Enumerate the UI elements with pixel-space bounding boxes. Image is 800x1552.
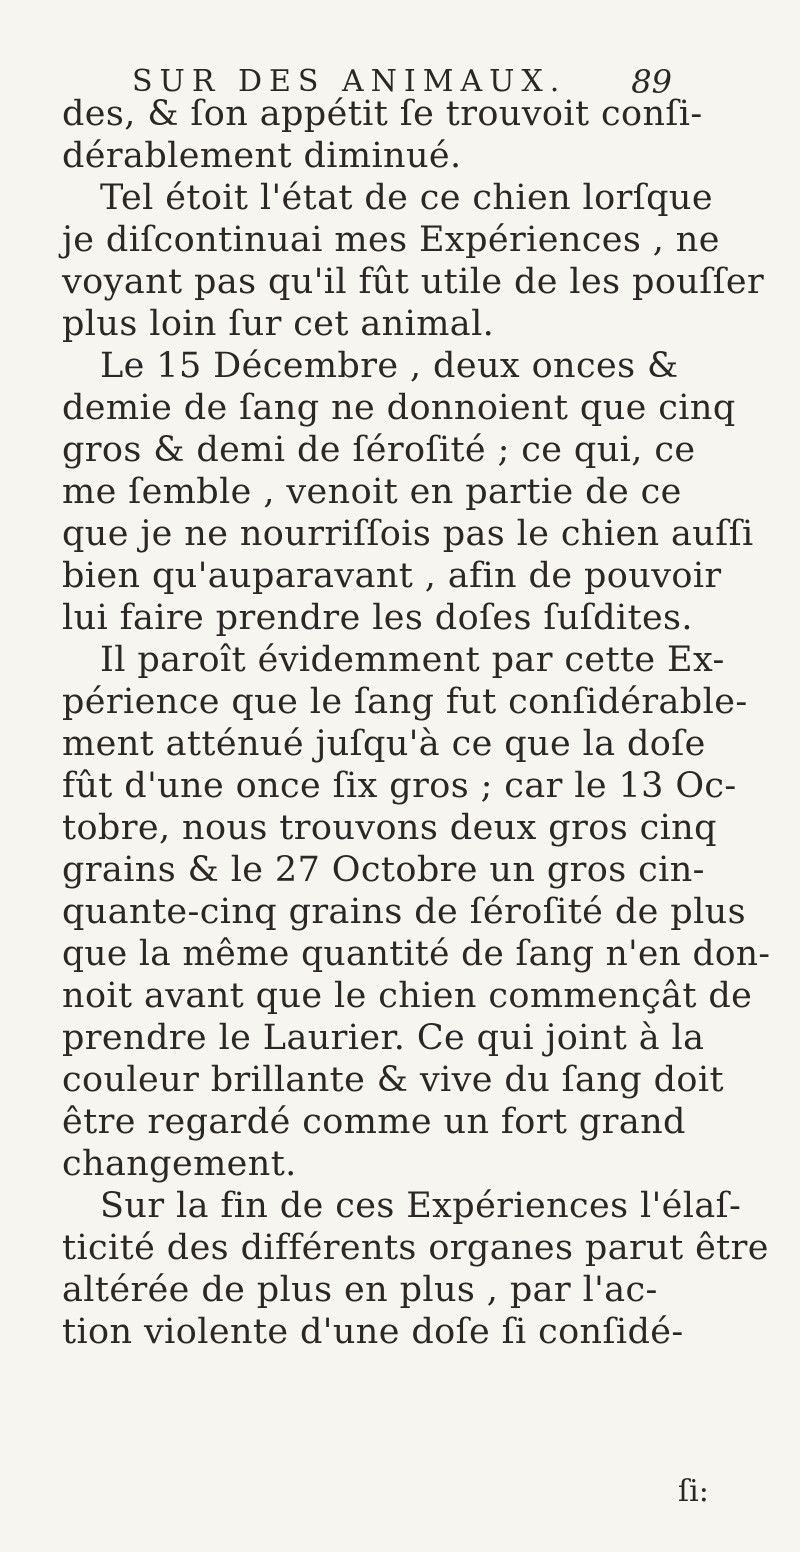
- text-line: dérablement diminué.: [62, 136, 462, 176]
- text-line: quante-cinq grains de ſéroſité de plus: [62, 892, 746, 932]
- text-line: que la même quantité de ſang n'en don-: [62, 934, 771, 974]
- running-title: SUR DES ANIMAUX.: [132, 64, 567, 99]
- text-line: me ſemble , venoit en partie de ce: [62, 472, 682, 512]
- text-line: lui faire prendre les doſes ſuſdites.: [62, 598, 693, 638]
- text-line: plus loin ſur cet animal.: [62, 304, 495, 344]
- text-line: noit avant que le chien commençât de: [62, 976, 753, 1016]
- text-line: que je ne nourriſſois pas le chien auſſi: [62, 514, 754, 554]
- text-line: altérée de plus en plus , par l'ac-: [62, 1270, 658, 1310]
- page-number: 89: [631, 63, 672, 101]
- text-line: Le 15 Décembre , deux onces &: [100, 346, 679, 386]
- text-line: couleur brillante & vive du ſang doit: [62, 1060, 724, 1100]
- text-line: je diſcontinuai mes Expériences , ne: [62, 220, 720, 260]
- text-line: ticité des différents organes parut être: [62, 1228, 769, 1268]
- text-line: ment atténué juſqu'à ce que la doſe: [62, 724, 706, 764]
- text-line: demie de ſang ne donnoient que cinq: [62, 388, 736, 428]
- text-line: être regardé comme un fort grand: [62, 1102, 686, 1142]
- text-line: prendre le Laurier. Ce qui joint à la: [62, 1018, 705, 1058]
- text-line: fût d'une once ſix gros ; car le 13 Oc-: [62, 766, 737, 806]
- text-line: des, & ſon appétit ſe trouvoit conſi-: [62, 94, 703, 134]
- text-line: voyant pas qu'il fût utile de les pouſſer: [62, 262, 765, 302]
- text-line: périence que le ſang fut conſidérable-: [62, 682, 748, 722]
- text-line: tobre, nous trouvons deux gros cinq: [62, 808, 717, 848]
- text-line: changement.: [62, 1144, 297, 1184]
- text-line: Sur la fin de ces Expériences l'élaſ-: [100, 1186, 742, 1226]
- text-line: tion violente d'une doſe ſi conſidé-: [62, 1312, 684, 1352]
- text-line: bien qu'auparavant , afin de pouvoir: [62, 556, 722, 596]
- text-line: grains & le 27 Octobre un gros cin-: [62, 850, 705, 890]
- text-line: gros & demi de ſéroſité ; ce qui, ce: [62, 430, 696, 470]
- catchword: ſi:: [678, 1474, 709, 1509]
- text-line: Tel étoit l'état de ce chien lorſque: [100, 178, 713, 218]
- text-line: Il paroît évidemment par cette Ex-: [100, 640, 725, 680]
